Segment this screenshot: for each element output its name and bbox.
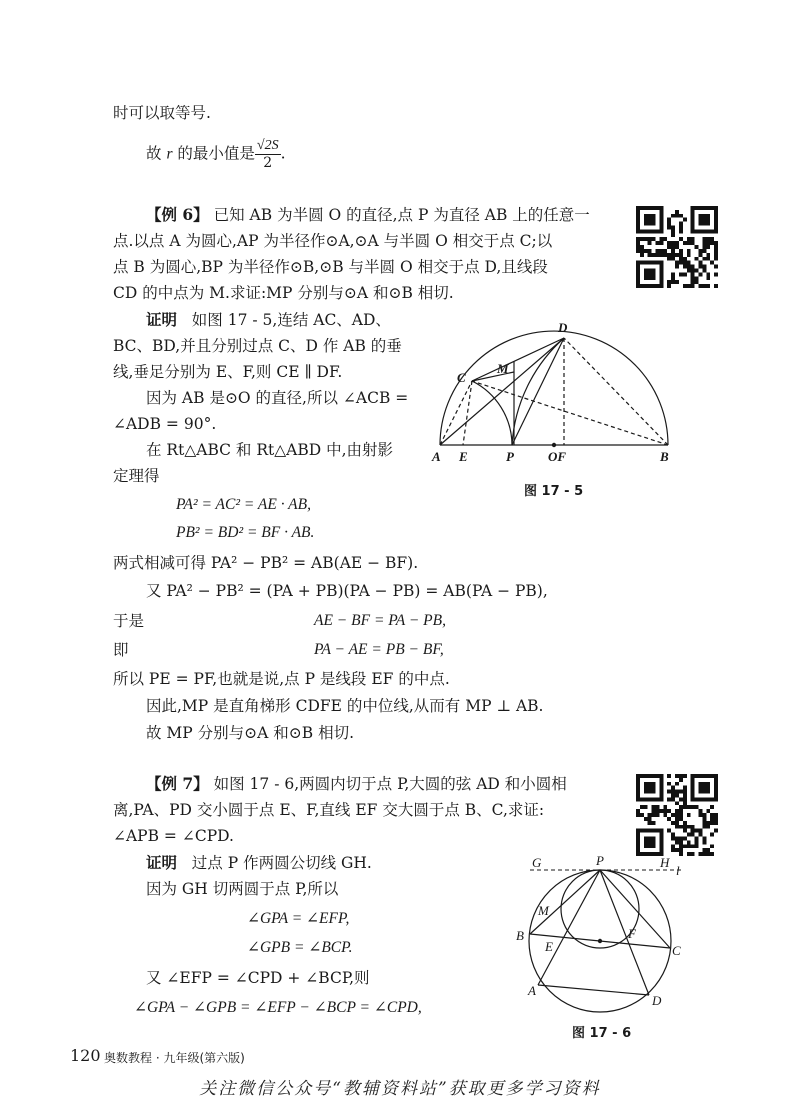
- proof-6-line-5: ∠ADB = 90°.: [113, 415, 217, 433]
- page-number: 120: [70, 1046, 101, 1065]
- label-a: A: [432, 449, 441, 464]
- proof-6-line-3: 线,垂足分别为 E、F,则 CE ∥ DF.: [113, 363, 343, 381]
- example-6-line-4: CD 的中点为 M.求证:MP 分别与⊙A 和⊙B 相切.: [113, 284, 454, 302]
- segment-dp: [512, 338, 564, 445]
- book-title: 奥数教程 · 九年级(第六版): [104, 1051, 245, 1065]
- proof-label: 证明: [146, 310, 178, 329]
- proof-6-line-7: 定理得: [113, 467, 160, 485]
- proof-6-line-10-label: 于是: [113, 612, 145, 630]
- equation: ∠GPB = ∠BCP.: [247, 939, 353, 956]
- proof-6-line-12: 所以 PE = PF,也就是说,点 P 是线段 EF 的中点.: [113, 670, 450, 688]
- proof-6-line-1: 证明 如图 17 - 5,连结 AC、AD、: [146, 310, 391, 329]
- equation: ∠GPA = ∠EFP,: [247, 910, 350, 927]
- proof-6-line-4: 因为 AB 是⊙O 的直径,所以 ∠ACB =: [146, 389, 409, 407]
- watermark-text: 关注微信公众号“教辅资料站”获取更多学习资料: [199, 1079, 601, 1099]
- chord-ad: [538, 985, 649, 995]
- equation: AE − BF = PA − PB,: [314, 612, 446, 629]
- example-7-line-1: 【例 7】 如图 17 - 6,两圆内切于点 P,大圆的弦 AD 和小圆相: [146, 774, 567, 793]
- equation: ∠GPA − ∠GPB = ∠EFP − ∠BCP = ∠CPD,: [134, 999, 422, 1016]
- segment-cd: [472, 338, 564, 381]
- text-line: 时可以取等号.: [113, 104, 211, 122]
- label-c: C: [672, 943, 681, 958]
- segment-bc: [472, 381, 668, 445]
- proof-6-line-8: 两式相减可得 PA² − PB² = AB(AE − BF).: [113, 554, 419, 572]
- example-7-line-2: 离,PA、PD 交小圆于点 E、F,直线 EF 交大圆于点 B、C,求证:: [113, 801, 545, 819]
- label-b: B: [660, 449, 669, 464]
- proof-6-line-11-label: 即: [113, 641, 129, 659]
- proof-7-line-1: 证明 过点 P 作两圆公切线 GH.: [146, 853, 372, 872]
- proof-7-line-2: 因为 GH 切两圆于点 P,所以: [146, 880, 339, 898]
- figure-17-5-caption: 图 17 - 5: [524, 484, 584, 499]
- label-l: l: [676, 863, 680, 878]
- segment-pd: [600, 870, 649, 995]
- equation: PB² = BD² = BF · AB.: [176, 524, 315, 541]
- label-d: D: [558, 320, 568, 335]
- proof-label: 证明: [146, 853, 178, 872]
- label-d: D: [652, 993, 662, 1008]
- label-e: E: [459, 449, 468, 464]
- segment-pa: [538, 870, 600, 985]
- min-value-line: 故 r 的最小值是 $\frac{√2S}{2}$ .: [146, 138, 286, 171]
- center-o-dot: [552, 443, 556, 447]
- segment-ce: [463, 381, 472, 445]
- label-b: B: [516, 928, 524, 943]
- example-7-label: 【例 7】: [146, 774, 209, 793]
- figure-17-6: [510, 852, 690, 1017]
- equation: PA − AE = PB − BF,: [314, 641, 444, 658]
- example-6-label: 【例 6】: [146, 205, 209, 224]
- label-of: OF: [548, 449, 567, 464]
- segment-bd: [564, 338, 668, 445]
- example-6-line-1: 【例 6】 已知 AB 为半圆 O 的直径,点 P 为直径 AB 上的任意一: [146, 205, 590, 224]
- proof-6-line-13: 因此,MP 是直角梯形 CDFE 的中位线,从而有 MP ⊥ AB.: [146, 697, 544, 715]
- label-m: M: [538, 903, 549, 918]
- label-h: H: [660, 855, 670, 870]
- center-dot: [598, 939, 602, 943]
- segment-ad: [440, 338, 564, 445]
- proof-6-line-9: 又 PA² − PB² = (PA + PB)(PA − PB) = AB(PA − PB),: [146, 582, 548, 600]
- label-p: P: [596, 853, 604, 868]
- proof-6-line-14: 故 MP 分别与⊙A 和⊙B 相切.: [146, 724, 354, 742]
- proof-6-line-6: 在 Rt△ABC 和 Rt△ABD 中,由射影: [146, 441, 394, 459]
- figure-17-5: [430, 318, 680, 468]
- label-p: P: [506, 449, 514, 464]
- figure-17-6-caption: 图 17 - 6: [572, 1026, 632, 1041]
- label-f: F: [628, 926, 636, 941]
- proof-7-line-3: 又 ∠EFP = ∠CPD + ∠BCP,则: [146, 969, 370, 987]
- label-e: E: [545, 939, 553, 954]
- qr-code-icon: [636, 774, 718, 856]
- equation: PA² = AC² = AE · AB,: [176, 496, 311, 513]
- label-m: M: [497, 361, 509, 376]
- label-c: C: [457, 370, 466, 385]
- example-6-line-3: 点 B 为圆心,BP 为半径作⊙B,⊙B 与半圆 O 相交于点 D,且线段: [113, 258, 548, 276]
- example-6-line-2: 点.以点 A 为圆心,AP 为半径作⊙A,⊙A 与半圆 O 相交于点 C;以: [113, 232, 553, 250]
- label-a: A: [528, 983, 536, 998]
- qr-code-icon: [636, 206, 718, 288]
- example-7-line-3: ∠APB = ∠CPD.: [113, 827, 234, 845]
- proof-6-line-2: BC、BD,并且分别过点 C、D 作 AB 的垂: [113, 337, 402, 355]
- fraction: $\frac{√2S}{2}$: [256, 138, 279, 171]
- label-g: G: [532, 855, 542, 870]
